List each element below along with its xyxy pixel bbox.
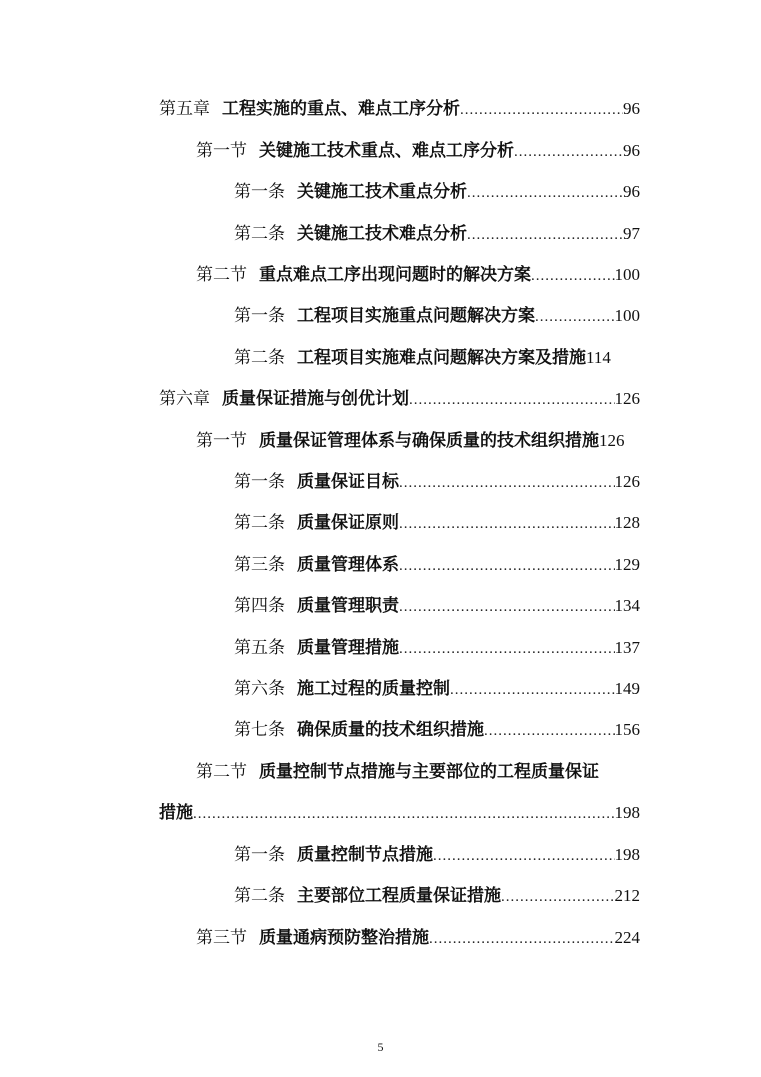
toc-entry-page: 126 [599,431,625,450]
toc-entry-article[interactable] [234,181,640,203]
toc-entry-page: 114 [586,348,611,367]
toc-entry-title: 关键施工技术重点、难点工序分析 [259,141,514,161]
toc-entry-title: 确保质量的技术组织措施 [297,720,484,740]
toc-entry-label: 第一条 [234,306,285,326]
toc-entry-label: 第五条 [234,638,285,658]
toc-entry-article[interactable] [234,719,640,741]
toc-leader-dots [429,928,615,950]
toc-leader-dots [450,679,615,701]
toc-entry-label: 第三节 [196,928,247,948]
toc-leader-dots [531,265,615,287]
toc-entry-title: 重点难点工序出现问题时的解决方案 [259,265,531,285]
toc-entry-title: 施工过程的质量控制 [297,679,450,699]
toc-leader-dots [409,389,615,411]
toc-entry-page: 137 [614,638,640,657]
toc-entry-title: 质量保证目标 [297,472,399,492]
toc-entry-page: 96 [623,141,640,160]
toc-entry-title: 质量通病预防整治措施 [259,928,429,948]
toc-entry-label: 第一节 [196,141,247,161]
toc-entry-label: 第二条 [234,348,285,368]
toc-entry-label: 第五章 [159,99,210,119]
toc-entry-article[interactable] [234,223,640,245]
toc-entry-page: 97 [623,224,640,243]
toc-entry-article[interactable] [234,595,640,617]
toc-leader-dots [467,182,623,204]
toc-leader-dots [399,596,615,618]
toc-entry-title: 工程项目实施重点问题解决方案 [297,306,535,326]
toc-entry-page: 96 [623,182,640,201]
toc-entry-chapter-6[interactable] [159,388,640,410]
toc-entry-label: 第七条 [234,720,285,740]
toc-entry-page: 134 [614,596,640,615]
toc-entry-label: 第二条 [234,513,285,533]
toc-entry-article[interactable] [234,305,640,327]
toc-leader-dots [433,845,615,867]
toc-entry-label: 第一节 [196,431,247,451]
toc-entry-title: 质量保证措施与创优计划 [222,389,409,409]
toc-entry-article[interactable] [234,347,640,369]
toc-entry-page: 156 [614,720,640,739]
toc-entry-page: 128 [614,513,640,532]
toc-entry-title: 关键施工技术重点分析 [297,182,467,202]
toc-leader-dots [514,141,623,163]
toc-leader-dots [467,224,623,246]
toc-entry-page: 126 [614,389,640,408]
page-number: 5 [377,1040,384,1054]
toc-entry-article[interactable] [234,512,640,534]
toc-entry-section[interactable] [196,264,640,286]
toc-entry-title: 质量管理体系 [297,555,399,575]
toc-entry-article[interactable] [234,678,640,700]
toc-entry-title: 质量管理措施 [297,638,399,658]
toc-leader-dots [484,720,615,742]
toc-entry-label: 第三条 [234,555,285,575]
toc-entry-article[interactable] [234,637,640,659]
toc-entry-label: 第一条 [234,472,285,492]
toc-entry-section[interactable] [196,430,661,452]
toc-entry-label: 第一条 [234,845,285,865]
toc-entry-page: 224 [614,928,640,947]
toc-entry-label: 第二条 [234,224,285,244]
toc-entry-title-continued: 措施 [159,803,193,823]
toc-leader-dots [399,472,615,494]
toc-entry-title: 关键施工技术难点分析 [297,224,467,244]
toc-entry-title: 质量控制节点措施 [297,845,433,865]
toc-entry-article[interactable] [234,885,640,907]
toc-entry-title: 质量管理职责 [297,596,399,616]
toc-entry-article[interactable] [234,471,640,493]
toc-entry-page: 212 [614,886,640,905]
toc-entry-page: 96 [623,99,640,118]
toc-leader-dots [460,99,623,121]
toc-entry-title: 质量保证管理体系与确保质量的技术组织措施 [259,431,599,451]
toc-leader-dots [501,886,615,908]
toc-leader-dots [399,513,615,535]
toc-entry-title: 工程项目实施难点问题解决方案及措施 [297,348,586,368]
toc-entry-page: 100 [614,265,640,284]
toc-leader-dots [193,803,615,825]
toc-leader-dots [535,306,615,328]
toc-entry-label: 第六章 [159,389,210,409]
toc-entry-section-wrapped[interactable] [196,761,640,783]
toc-entry-page: 149 [614,679,640,698]
toc-entry-page: 100 [614,306,640,325]
toc-entry-page: 198 [614,845,640,864]
toc-entry-label: 第二条 [234,886,285,906]
toc-entry-page: 129 [614,555,640,574]
toc-leader-dots [399,555,615,577]
toc-entry-article[interactable] [234,844,640,866]
toc-entry-section[interactable] [196,927,640,949]
toc-entry-label: 第六条 [234,679,285,699]
toc-entry-page: 198 [614,803,640,822]
toc-entry-article[interactable] [234,554,640,576]
toc-entry-title: 质量保证原则 [297,513,399,533]
toc-entry-label: 第四条 [234,596,285,616]
toc-entry-title: 质量控制节点措施与主要部位的工程质量保证 [259,762,599,782]
toc-entry-label: 第一条 [234,182,285,202]
toc-entry-label: 第二节 [196,265,247,285]
toc-leader-dots [399,638,615,660]
toc-entry-section[interactable] [196,140,640,162]
toc-entry-page: 126 [614,472,640,491]
toc-entry-section-continuation[interactable] [159,802,640,824]
toc-entry-label: 第二节 [196,762,247,782]
toc-entry-title: 工程实施的重点、难点工序分析 [222,99,460,119]
toc-entry-title: 主要部位工程质量保证措施 [297,886,501,906]
toc-entry-chapter-5[interactable] [159,98,640,120]
